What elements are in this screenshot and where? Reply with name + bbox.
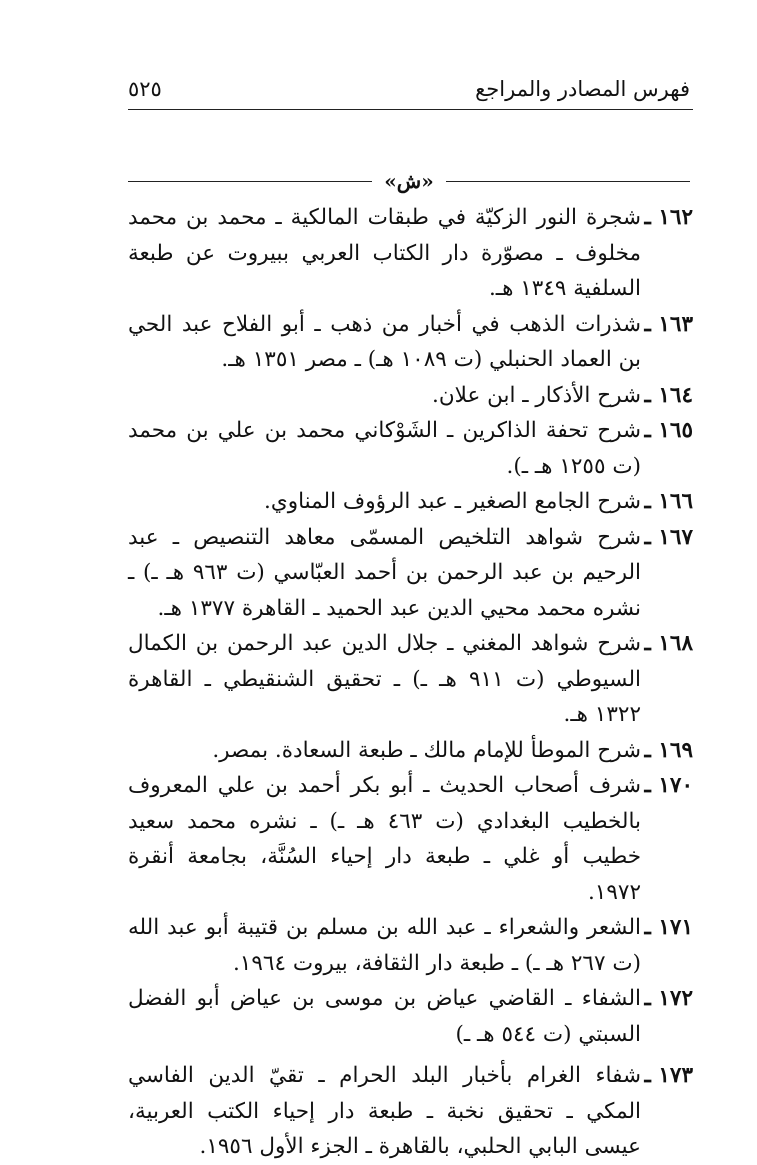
bibliography-entry — [128, 378, 693, 414]
bibliography-entry — [128, 484, 693, 520]
entry-number: ١٦٣ ـ — [644, 311, 693, 337]
bibliography-entry — [128, 200, 693, 307]
bibliography-entry — [128, 626, 693, 733]
entry-text: شفاء الغرام بأخبار البلد الحرام ـ تقيّ الدين الفاسي المكي ـ تحقيق نخبة ـ طبعة دار إحياء الكتب العربية، عيسى البابي الحلبي، بالقاهرة ـ الجزء الأول ١٩٥٦. — [128, 1063, 641, 1159]
section-rule-left — [128, 181, 372, 182]
entry-number: ١٧٢ ـ — [644, 986, 693, 1011]
bibliography-entry — [128, 413, 693, 484]
header-rule — [128, 109, 693, 110]
entry-number: ١٧١ ـ — [644, 915, 693, 940]
entry-number: ١٦٨ ـ — [644, 631, 693, 656]
entry-number: ١٦٤ ـ — [644, 382, 693, 408]
bibliography-list — [128, 200, 693, 1165]
entry-number: ١٦٢ ـ — [644, 205, 693, 230]
running-header — [128, 74, 690, 104]
bibliography-entry — [128, 307, 693, 378]
entry-text: الشعر والشعراء ـ عبد الله بن مسلم بن قتيبة أبو عبد الله (ت ٢٦٧ هـ ـ) ـ طبعة دار الثقافة، بيروت ١٩٦٤. — [128, 915, 641, 976]
section-heading — [128, 166, 690, 196]
entry-number: ١٦٩ ـ — [644, 737, 693, 763]
header-title: فهرس المصادر والمراجع — [475, 77, 690, 101]
bibliography-entry — [128, 1058, 693, 1165]
entry-text: شرح تحفة الذاكرين ـ الشَوْكاني محمد بن علي بن محمد (ت ١٢٥٥ هـ ـ). — [128, 418, 641, 479]
entry-text: شرف أصحاب الحديث ـ أبو بكر أحمد بن علي المعروف بالخطيب البغدادي (ت ٤٦٣ هـ ـ) ـ نشره محمد سعيد خطيب أو غلي ـ طبعة دار إحياء السُنَّة، بجامعة أنقرة ١٩٧٢. — [128, 773, 641, 905]
bibliography-entry — [128, 981, 693, 1052]
entry-text: شجرة النور الزكيّة في طبقات المالكية ـ محمد بن محمد مخلوف ـ مصوّرة دار الكتاب العربي ببيروت عن طبعة السلفية ١٣٤٩ هـ. — [128, 205, 641, 301]
section-letter: «ش» — [384, 169, 434, 193]
entry-number: ١٦٧ ـ — [644, 524, 693, 550]
entry-text: شرح الجامع الصغير ـ عبد الرؤوف المناوي. — [264, 489, 641, 514]
entry-text: الشفاء ـ القاضي عياض بن موسى بن عياض أبو الفضل السبتي (ت ٥٤٤ هـ ـ) — [128, 986, 641, 1047]
bibliography-entry — [128, 520, 693, 627]
entry-text: شرح شواهد المغني ـ جلال الدين عبد الرحمن بن الكمال السيوطي (ت ٩١١ هـ ـ) ـ تحقيق الشنقيطي ـ القاهرة ١٣٢٢ هـ. — [128, 631, 641, 727]
entry-number: ١٧٣ ـ — [644, 1063, 693, 1088]
entry-number: ١٦٦ ـ — [644, 489, 693, 514]
section-rule-right — [446, 181, 690, 182]
bibliography-entry — [128, 768, 693, 910]
entry-number: ١٧٠ ـ — [644, 773, 693, 798]
bibliography-entry — [128, 910, 693, 981]
entry-text: شرح الموطأ للإمام مالك ـ طبعة السعادة. بمصر. — [212, 737, 641, 763]
entry-text: شذرات الذهب في أخبار من ذهب ـ أبو الفلاح عبد الحي بن العماد الحنبلي (ت ١٠٨٩ هـ) ـ مصر ١٣٥١ هـ. — [128, 311, 641, 372]
entry-number: ١٦٥ ـ — [644, 418, 693, 443]
entry-text: شرح شواهد التلخيص المسمّى معاهد التنصيص ـ عبد الرحيم بن عبد الرحمن بن أحمد العبّاسي (ت ٩٦٣ هـ ـ) ـ نشره محمد محيي الدين عبد الحميد ـ القاهرة ١٣٧٧ هـ. — [128, 524, 642, 621]
entry-text: شرح الأذكار ـ ابن علان. — [432, 382, 641, 408]
page-number: ٥٢٥ — [128, 77, 162, 101]
bibliography-entry — [128, 733, 693, 769]
